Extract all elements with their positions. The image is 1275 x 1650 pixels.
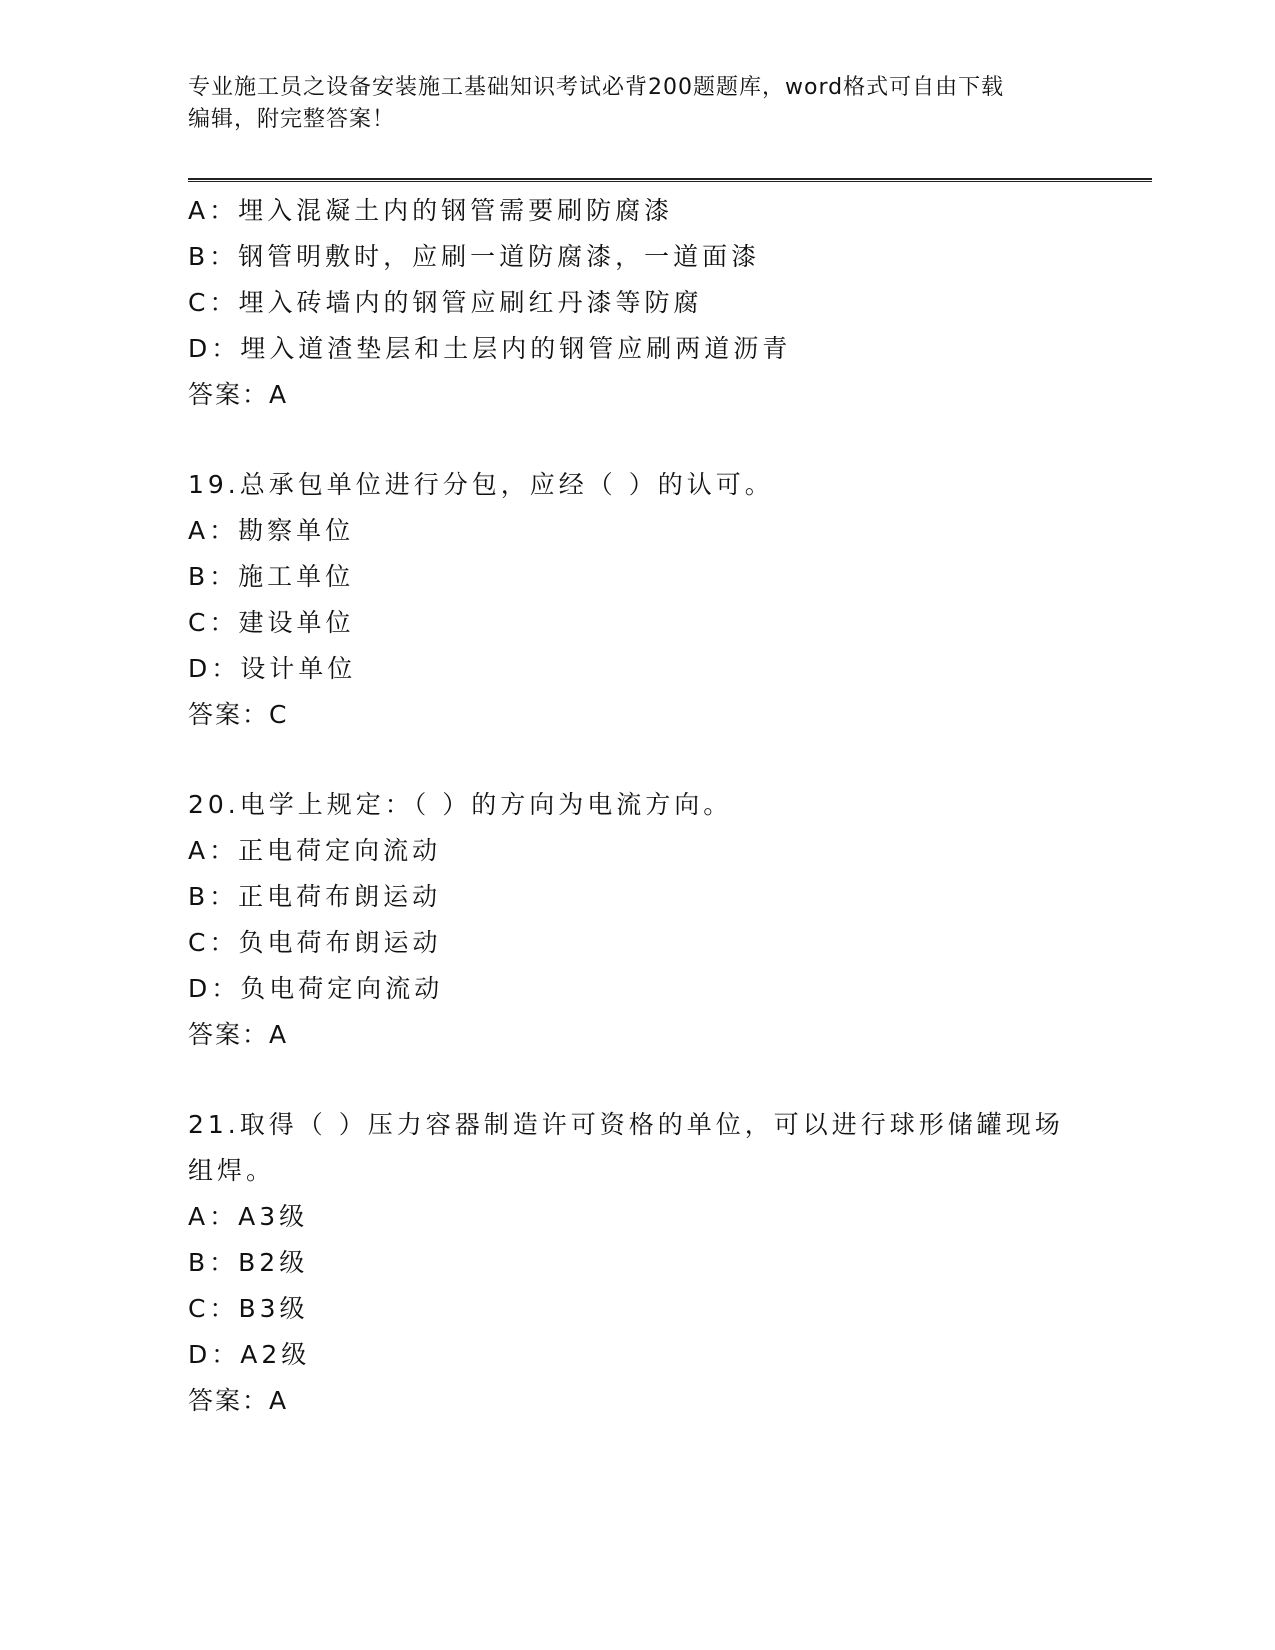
answer-line: 答案：A bbox=[188, 1386, 289, 1415]
page-header bbox=[188, 72, 1088, 136]
option-b: B：钢管明敷时，应刷一道防腐漆，一道面漆 bbox=[188, 242, 761, 271]
option-d: D：设计单位 bbox=[188, 654, 357, 683]
option-a: A：埋入混凝土内的钢管需要刷防腐漆 bbox=[188, 196, 674, 225]
question-text-line-1: 21.取得（ ）压力容器制造许可资格的单位，可以进行球形储罐现场 bbox=[188, 1110, 1064, 1139]
question-text-line-2: 组焊。 bbox=[188, 1156, 276, 1185]
question-19 bbox=[188, 462, 1088, 738]
option-b: B：B2级 bbox=[188, 1248, 309, 1277]
question-18-partial bbox=[188, 188, 1088, 418]
option-a: A：勘察单位 bbox=[188, 516, 355, 545]
option-c: C：负电荷布朗运动 bbox=[188, 928, 442, 957]
option-a: A：A3级 bbox=[188, 1202, 309, 1231]
answer-line: 答案：C bbox=[188, 700, 289, 729]
option-d: D：埋入道渣垫层和土层内的钢管应刷两道沥青 bbox=[188, 334, 792, 363]
question-list bbox=[188, 188, 1088, 1424]
question-20 bbox=[188, 782, 1088, 1058]
question-21 bbox=[188, 1102, 1088, 1424]
answer-line: 答案：A bbox=[188, 1020, 289, 1049]
question-text: 20.电学上规定：（ ）的方向为电流方向。 bbox=[188, 790, 733, 819]
option-d: D：A2级 bbox=[188, 1340, 311, 1369]
option-d: D：负电荷定向流动 bbox=[188, 974, 444, 1003]
option-b: B：施工单位 bbox=[188, 562, 355, 591]
option-b: B：正电荷布朗运动 bbox=[188, 882, 442, 911]
header-divider bbox=[188, 178, 1152, 182]
page-title-line-1: 专业施工员之设备安装施工基础知识考试必背200题题库，word格式可自由下载 bbox=[188, 75, 1005, 100]
option-c: C：B3级 bbox=[188, 1294, 309, 1323]
question-text: 19.总承包单位进行分包，应经（ ）的认可。 bbox=[188, 470, 774, 499]
option-a: A：正电荷定向流动 bbox=[188, 836, 442, 865]
answer-line: 答案：A bbox=[188, 380, 289, 409]
option-c: C：埋入砖墙内的钢管应刷红丹漆等防腐 bbox=[188, 288, 703, 317]
option-c: C：建设单位 bbox=[188, 608, 355, 637]
page-title-line-2: 编辑，附完整答案！ bbox=[188, 107, 396, 132]
